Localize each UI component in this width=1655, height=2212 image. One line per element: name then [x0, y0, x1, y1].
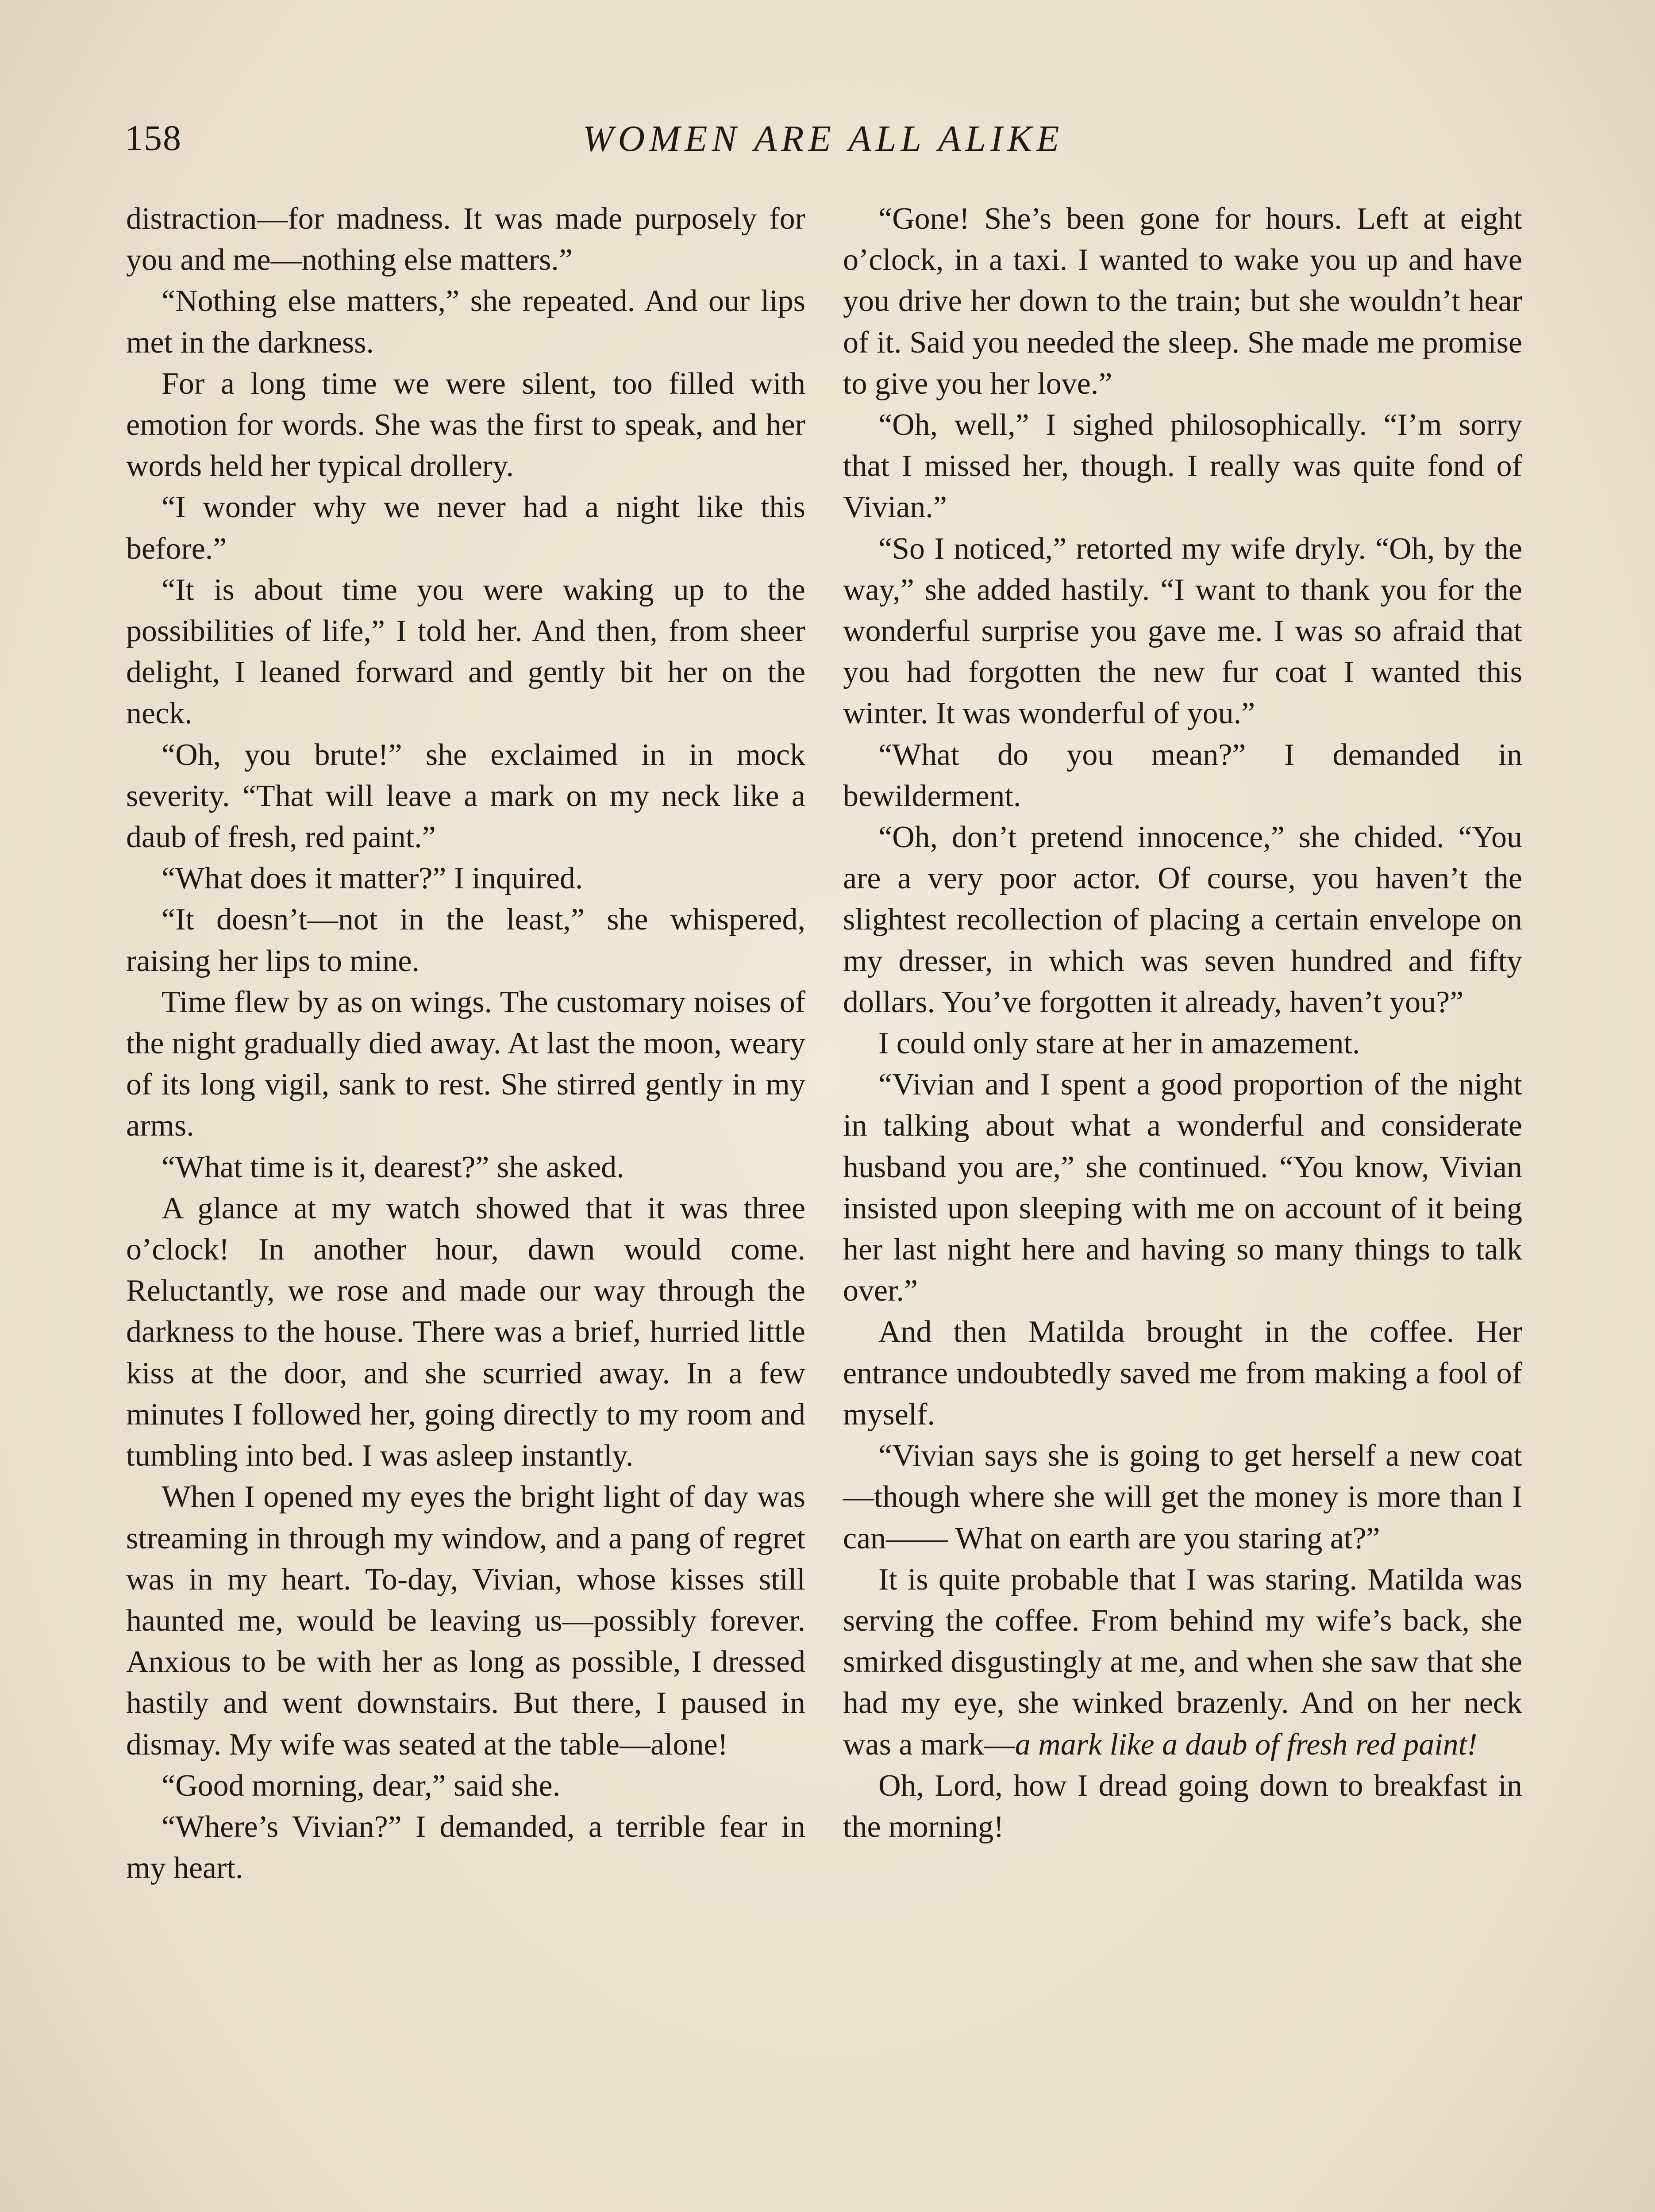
paragraph: “Vivian and I spent a good proportion of the night in talking about what a wonderful and considerate husband you are,” she continued. “You know, Vivian insisted upon sleeping with me on account of it being her last night here and having so many things to talk over.” [843, 1068, 1522, 1308]
paragraph: “Oh, don’t pretend innocence,” she chided. “You are a very poor actor. Of course, you haven’t the slightest recollection of placing a certain envelope on my dresser, in which was seven hundred and fifty dollars. You’ve forgotten it already, haven’t you?” [843, 820, 1522, 1019]
paragraph: “What does it matter?” I inquired. [162, 861, 583, 896]
paragraph: A glance at my watch showed that it was three o’clock! In another hour, dawn would come. Reluctantly, we rose and made our way through the darkness to the house. There was a brief, hurried little kiss at the door, and she scurried away. In a few minutes I followed her, going directly to my room and tumbling into bed. I was asleep instantly. [126, 1191, 805, 1473]
paragraph: distraction—for madness. It was made purposely for you and me—nothing else matters.” [126, 202, 805, 277]
paragraph: Time flew by as on wings. The customary noises of the night gradually died away. At last the moon, weary of its long vigil, sank to rest. She stirred gently in my arms. [126, 985, 805, 1143]
paragraph: For a long time we were silent, too filled with emotion for words. She was the first to speak, and her words held her typical drollery. [126, 366, 805, 484]
paragraph: “It is about time you were waking up to the possibilities of life,” I told her. And then, from sheer delight, I leaned forward and gently bit her on the neck. [126, 572, 805, 731]
paragraph: When I opened my eyes the bright light of day was streaming in through my window, and a pang of regret was in my heart. To-day, Vivian, whose kisses still haunted me, would be leaving us—possibly forever. Anxious to be with her as long as possible, I dressed hastily and went downstairs. But there, I paused in dismay. My wife was seated at the table—alone! [126, 1480, 805, 1762]
page-number: 158 [125, 118, 182, 158]
page-header [119, 113, 1527, 166]
paragraph [843, 1559, 1522, 1765]
paragraph: “What do you mean?” I demanded in bewilderment. [843, 737, 1522, 813]
left-column [126, 198, 805, 1889]
paragraph: “Gone! She’s been gone for hours. Left at eight o’clock, in a taxi. I wanted to wake you up and have you drive her down to the train; but she wouldn’t hear of it. Said you needed the sleep. She made me promise to give you her love.” [843, 202, 1522, 401]
paragraph-text: It is quite probable that I was staring. Matilda was serving the coffee. From behind my wife’s back, she smirked disgustingly at me, and when she saw that she had my eye, she winked brazenly. And on her neck was a mark— [843, 1562, 1522, 1762]
paragraph: “What time is it, dearest?” she asked. [162, 1150, 624, 1184]
italic-phrase: a mark like a daub of fresh red paint! [1015, 1727, 1478, 1762]
paragraph: “It doesn’t—not in the least,” she whispered, raising her lips to mine. [126, 902, 805, 978]
paragraph: “Oh, well,” I sighed philosophically. “I’m sorry that I missed her, though. I really was quite fond of Vivian.” [843, 408, 1522, 525]
paragraph: “So I noticed,” retorted my wife dryly. “Oh, by the way,” she added hastily. “I want to thank you for the wonderful surprise you gave me. I was so afraid that you had forgotten the new fur coat I wanted this winter. It was wonderful of you.” [843, 531, 1522, 731]
right-column [843, 198, 1522, 1847]
paragraph: “I wonder why we never had a night like this before.” [126, 490, 805, 566]
paragraph: “Nothing else matters,” she repeated. And our lips met in the darkness. [126, 284, 805, 360]
paragraph: “Good morning, dear,” said she. [162, 1768, 561, 1803]
paragraph: “Where’s Vivian?” I demanded, a terrible fear in my heart. [126, 1809, 805, 1886]
paragraph: Oh, Lord, how I dread going down to breakfast in the morning! [843, 1768, 1522, 1844]
paragraph: And then Matilda brought in the coffee. Her entrance undoubtedly saved me from making a fool of myself. [843, 1315, 1522, 1432]
paragraph: “Oh, you brute!” she exclaimed in in mock severity. “That will leave a mark on my neck like a daub of fresh, red paint.” [126, 737, 805, 855]
paragraph: I could only stare at her in amazement. [878, 1026, 1360, 1061]
running-title: WOMEN ARE ALL ALIKE [582, 118, 1064, 159]
paragraph: “Vivian says she is going to get herself a new coat—though where she will get the money is more than I can—— What on earth are you staring at?” [843, 1439, 1522, 1555]
